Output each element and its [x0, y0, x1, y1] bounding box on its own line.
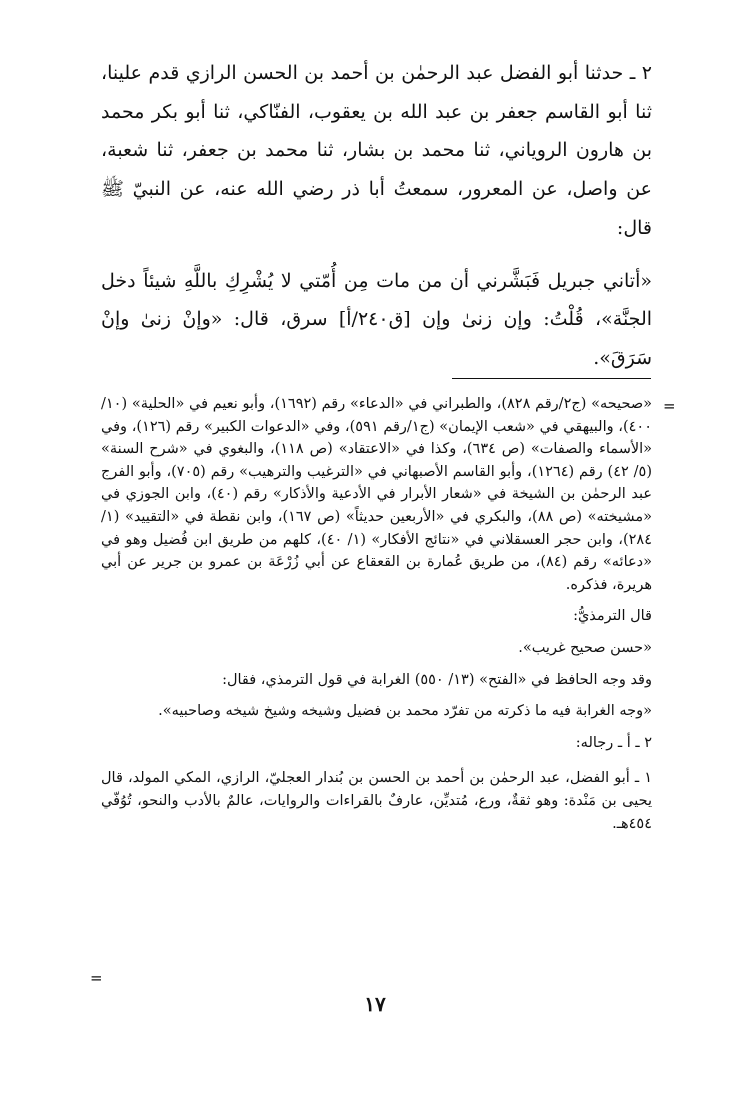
footnote-narrator-entry: ١ ـ أبو الفضل، عبد الرحمٰن بن أحمد بن الحسن بن بُندار العجليّ، الرازي، المكي المولد، قال يحيى بن مَنْدة: وهو ثقةٌ، ورع، مُتديِّن، عارفٌ بالقراءات والروايات، عالمٌ بالأدب والنحو، تُوُفّي ٤٥٤هـ. [101, 770, 652, 832]
footnote-narrators-heading: ٢ ـ أ ـ رجاله: [575, 734, 652, 751]
footnote-tirmidhi-grade: «حسن صحيح غريب». [518, 639, 652, 656]
footnote-takhrij: «صحيحه» (ج٢/رقم ٨٢٨)، والطبراني في «الدعاء» رقم (١٦٩٢)، وأبو نعيم في «الحلية» (١٠/ ٤٠٠)، والبيهقي في «شعب الإيمان» (ج١/رقم ٥٩١)، وفي «الدعوات الكبير» رقم (١٢٦)، وفي «الأسماء والصفات» (ص ٦٣٤)، وكذا في «الاعتقاد» (ص ١١٨)، والبغوي في «شرح السنة» (٥/ ٤٢) رقم (١٢٦٤)، وأبو القاسم الأصبهاني في «الترغيب والترهيب» رقم (٧٠٥)، وأبو الفرج عبد الرحمٰن بن الشيخة في «شعار الأبرار في الأدعية والأذكار» رقم (٤٠)، وابن الجوزي في «مشيخته» (ص ٨٨)، والبكري في «الأربعين حديثاً» (ص ١٦٧)، وابن نقطة في «التقييد» (١/ ٢٨٤)، وابن حجر العسقلاني في «نتائج الأفكار» (١/ ٤٠)، كلهم من طريق ابن فُضيل وهو في «دعائه» رقم (٨٤)، من طريق عُمارة بن القعقاع عن أبي زُرْعَة بن عمرو بن جرير عن أبي هريرة، فذكره. [101, 396, 653, 593]
hadith-isnad-paragraph: ٢ ـ حدثنا أبو الفضل عبد الرحمٰن بن أحمد بن الحسن الرازي قدم علينا، ثنا أبو القاسم جعفر بن عبد الله بن يعقوب، الفنّاكي، ثنا أبو بكر محمد بن هارون الروياني، ثنا محمد بن بشار، ثنا محمد بن جعفر، ثنا شعبة، عن واصل، عن المعرور، سمعتُ أبا ذر رضي الله عنه، عن النبيّ ﷺ قال: [101, 62, 652, 239]
page-number: ١٧ [364, 992, 386, 1016]
main-text [101, 54, 652, 378]
hadith-matn-quote: «أتاني جبريل فَبَشَّرني أن من مات مِن أُمّتي لا يُشْرِكِ باللَّهِ شيئاً دخل الجنَّة»، قُلْتُ: وإن زنىٰ وإن [ق٢٤٠/أ] سرق، قال: «وإنْ زنىٰ وإنْ سَرَقَ». [101, 269, 653, 369]
footnote-separator [452, 378, 651, 379]
footnote-hafiz-comment: وقد وجه الحافظ في «الفتح» (١٣/ ٥٥٠) الغرابة في قول الترمذي، فقال: [222, 671, 652, 688]
continuation-mark-bottom: = [90, 969, 103, 987]
footnote-hafiz-quote: «وجه الغرابة فيه ما ذكرته من تفرّد محمد بن فضيل وشيخه وشيخ شيخه وصاحبيه». [158, 703, 652, 720]
footnote-tirmidhi-label: قال الترمذيُّ: [573, 608, 652, 625]
footnotes [101, 393, 652, 835]
continuation-mark-top: = [663, 397, 676, 415]
